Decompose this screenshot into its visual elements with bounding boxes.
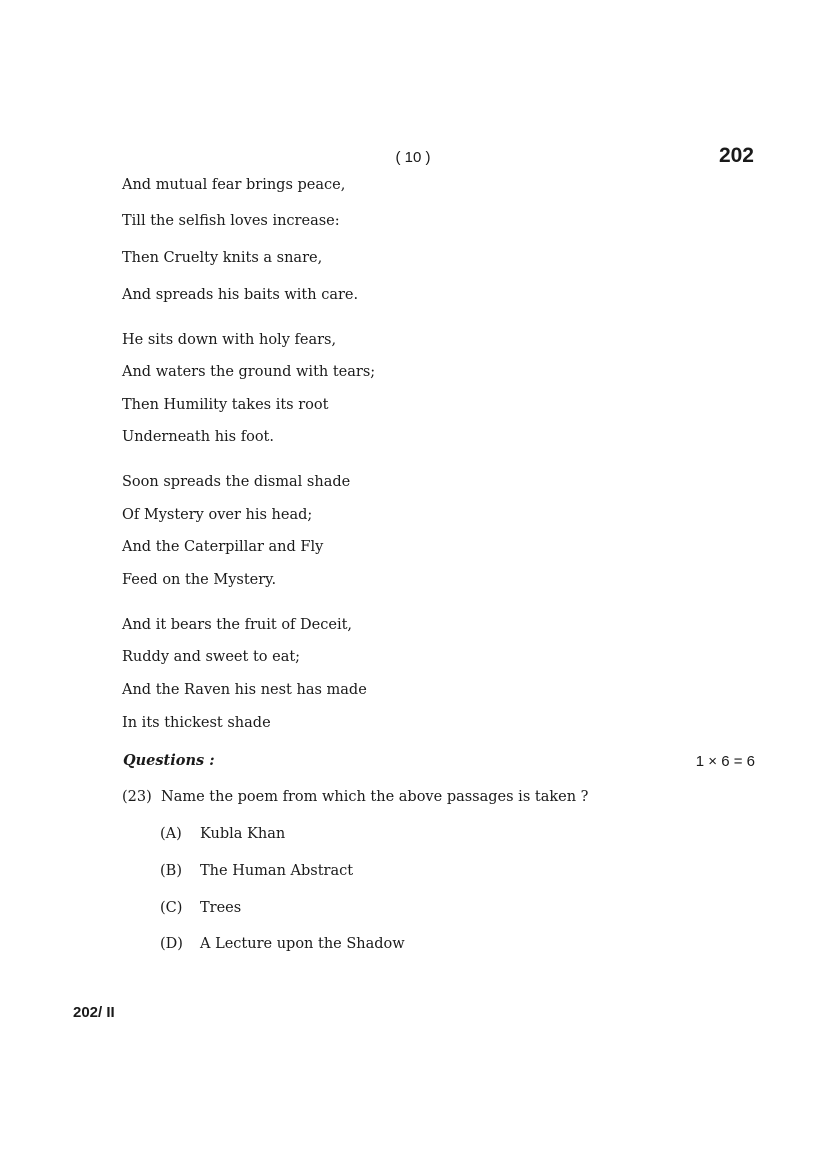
poem-line: Till the selfish loves increase: [122,213,340,229]
option-key: (C) [160,900,183,916]
option-key: (A) [160,826,182,842]
poem-line: And the Raven his nest has made [122,682,367,698]
poem-line: Soon spreads the dismal shade [122,474,351,490]
page-number: ( 10 ) [395,149,431,166]
option-key: (B) [160,863,182,879]
poem-line: In its thickest shade [122,715,271,731]
marks-allocation: 1 × 6 = 6 [695,753,755,770]
poem-line: Of Mystery over his head; [122,507,313,523]
option-text: Kubla Khan [200,826,286,842]
poem-line: Then Cruelty knits a snare, [122,250,323,266]
option-text: Trees [200,900,242,916]
poem-line: Then Humility takes its root [122,397,329,413]
poem-line: And waters the ground with tears; [122,364,376,380]
poem-line: Feed on the Mystery. [122,572,277,588]
footer-paper-code: 202/ II [73,1004,115,1021]
poem-line: And mutual fear brings peace, [122,177,346,193]
poem-line: And the Caterpillar and Fly [122,539,324,555]
poem-line: And spreads his baits with care. [122,287,359,303]
poem-line: Ruddy and sweet to eat; [122,649,301,665]
poem-line: And it bears the fruit of Deceit, [122,617,353,633]
poem-line: Underneath his foot. [122,429,274,445]
option-text: The Human Abstract [200,863,354,879]
question-number: (23) [122,789,152,805]
question-text: Name the poem from which the above passages is taken ? [161,789,589,805]
option-text: A Lecture upon the Shadow [200,936,405,952]
questions-heading: Questions : [123,752,215,769]
option-key: (D) [160,936,183,952]
poem-line: He sits down with holy fears, [122,332,337,348]
paper-code: 202 [718,144,754,167]
